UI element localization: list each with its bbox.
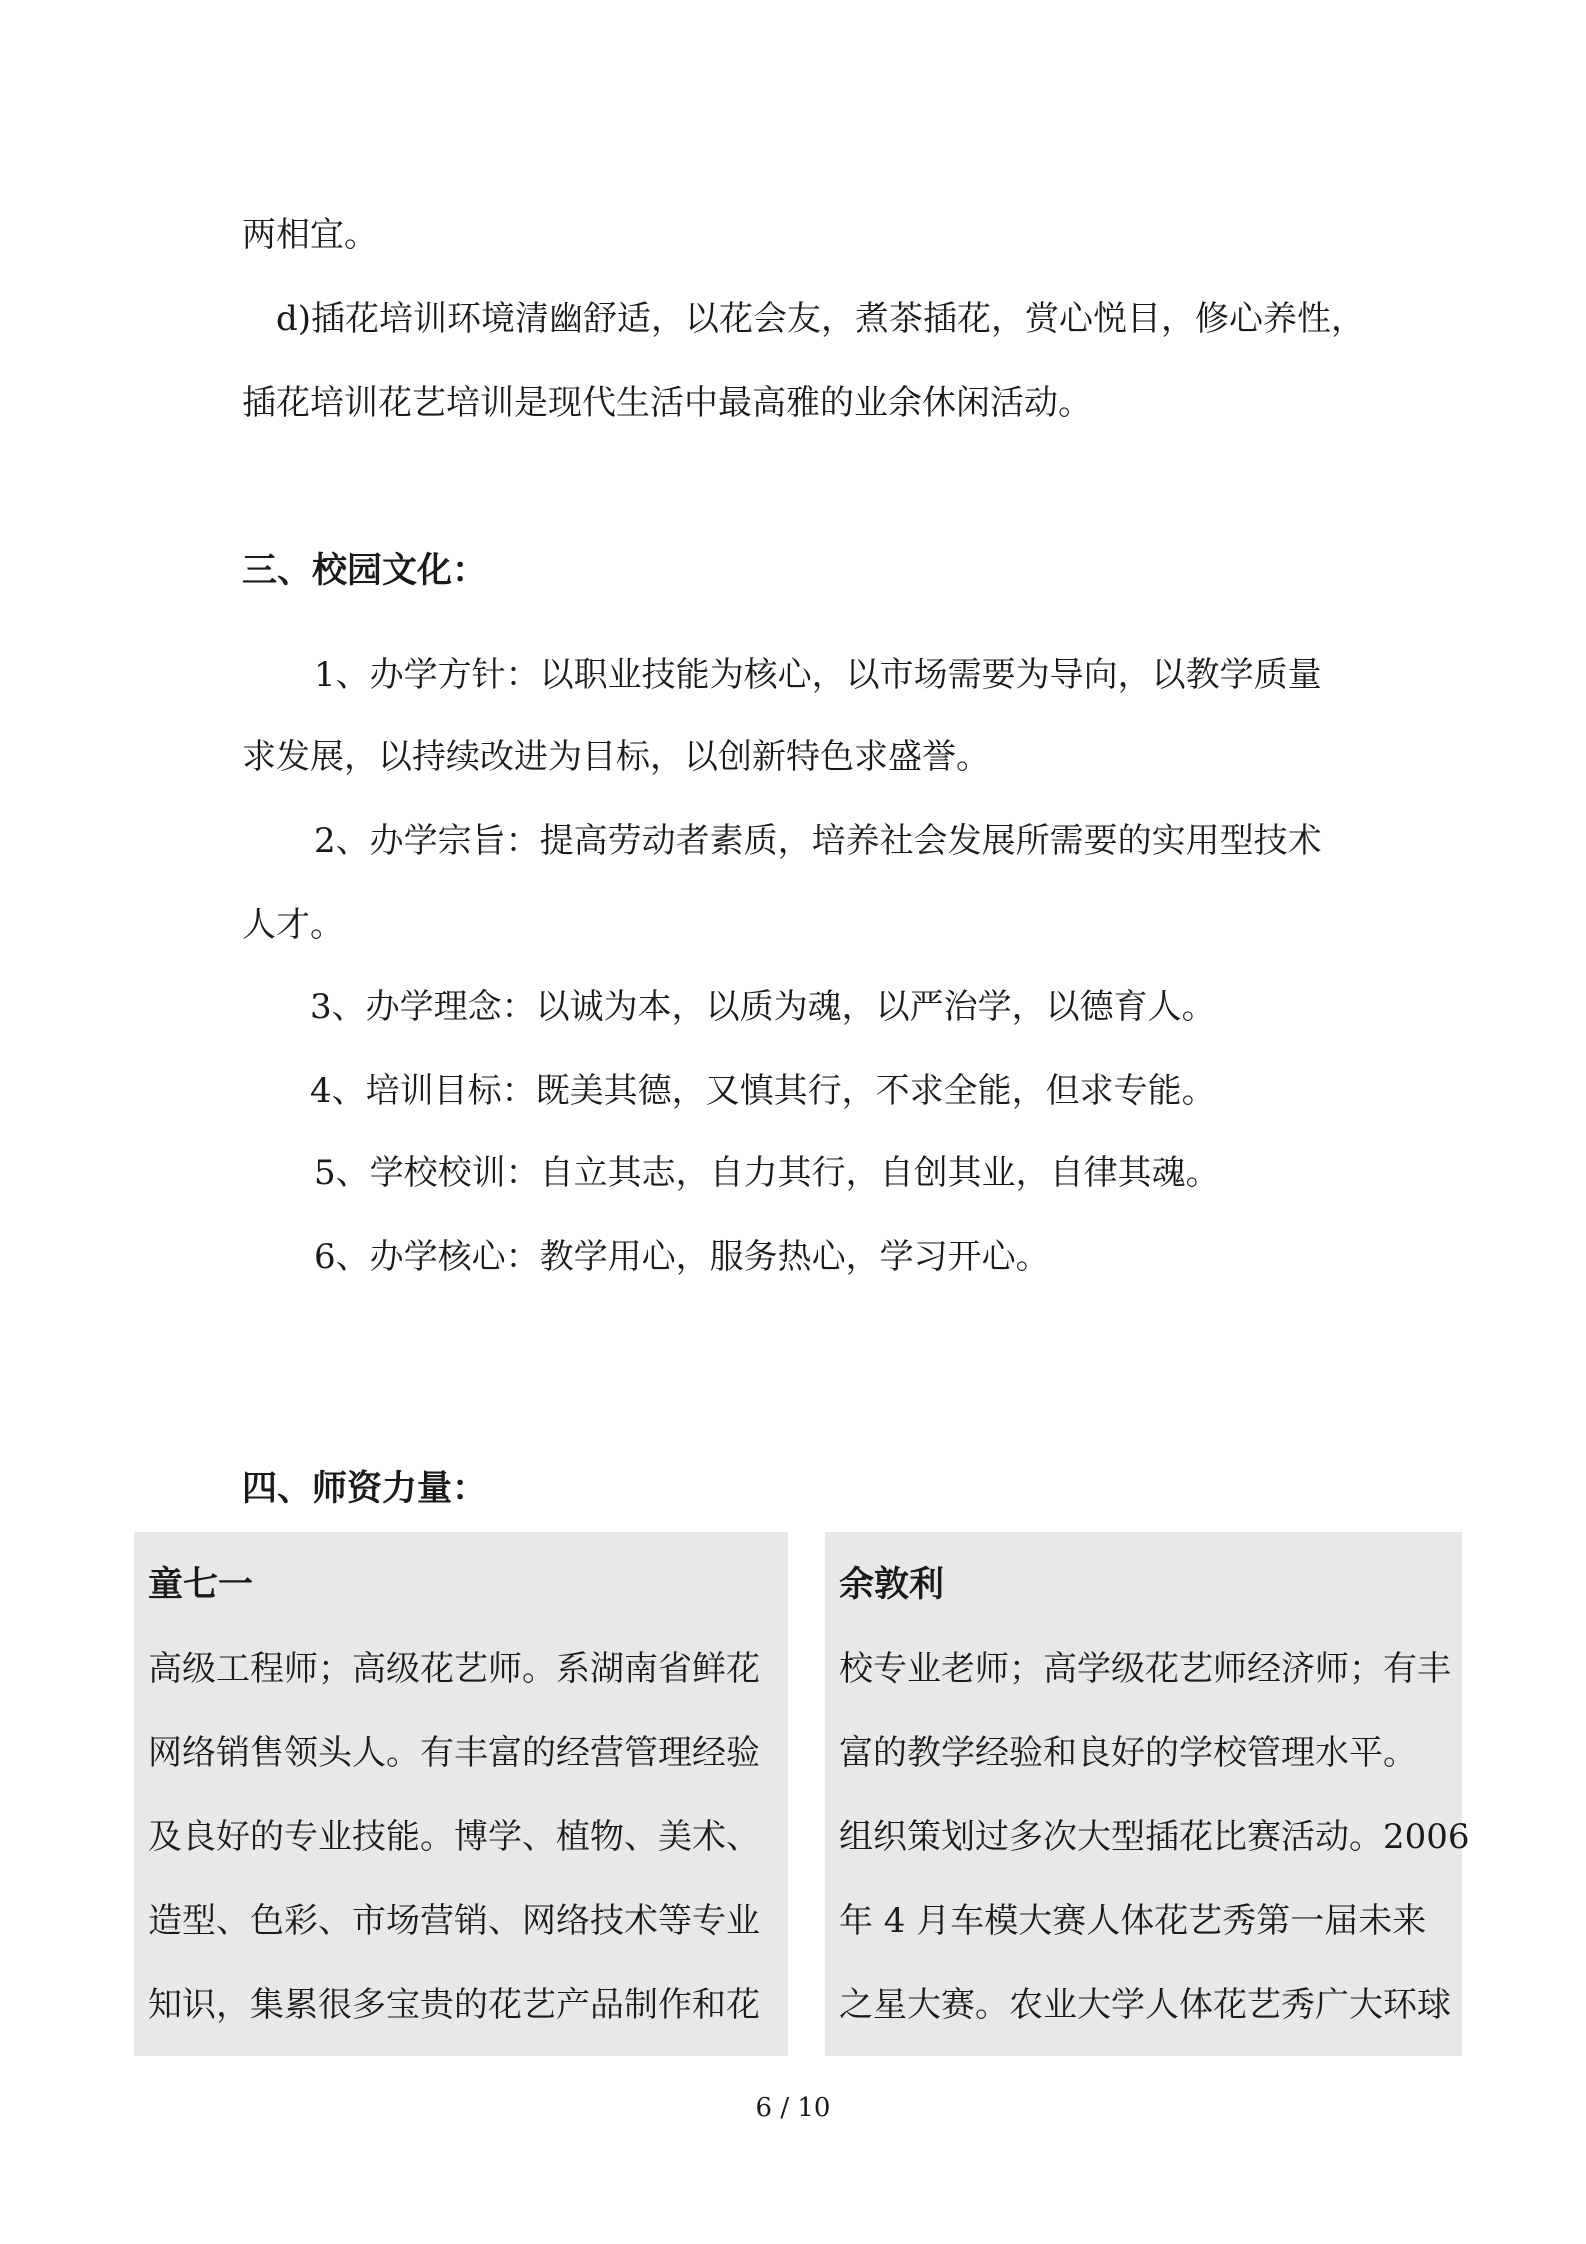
section-heading-faculty: 四、师资力量： [242, 1468, 488, 1509]
culture-item-5: 5、学校校训：自立其志，自力其行，自创其业，自律其魂。 [314, 1153, 1220, 1193]
teacher-bio-line: 校专业老师；高学级花艺师经济师；有丰 [839, 1649, 1451, 1689]
intro-line-3: 插花培训花艺培训是现代生活中最高雅的业余休闲活动。 [242, 383, 1092, 423]
teacher-bio-line: 富的教学经验和良好的学校管理水平。 [839, 1733, 1417, 1773]
section-heading-campus-culture: 三、校园文化： [242, 550, 488, 591]
intro-line-1: 两相宜。 [242, 215, 378, 255]
intro-line-2: d)插花培训环境清幽舒适，以花会友，煮茶插花，赏心悦目，修心养性， [276, 299, 1366, 339]
culture-item-3: 3、办学理念：以诚为本，以质为魂，以严治学，以德育人。 [310, 987, 1216, 1027]
culture-item-1-line-1: 1、办学方针：以职业技能为核心，以市场需要为导向，以教学质量 [314, 655, 1322, 695]
teacher-card-2 [825, 1532, 1470, 2056]
culture-item-6: 6、办学核心：教学用心，服务热心，学习开心。 [314, 1237, 1050, 1277]
page-number: 6 / 10 [755, 2093, 831, 2123]
teacher-bio-line: 之星大赛。农业大学人体花艺秀广大环球 [839, 1985, 1451, 2025]
teacher-name: 余敦利 [839, 1564, 945, 1605]
culture-item-2-line-2: 人才。 [242, 905, 344, 945]
teacher-bio-line: 组织策划过多次大型插花比赛活动。2006 [839, 1817, 1470, 1857]
culture-item-2-line-1: 2、办学宗旨：提高劳动者素质，培养社会发展所需要的实用型技术 [314, 821, 1322, 861]
teacher-bio-line: 网络销售领头人。有丰富的经营管理经验 [148, 1733, 760, 1773]
teacher-bio-line: 高级工程师；高级花艺师。系湖南省鲜花 [148, 1649, 760, 1689]
teacher-bio-line: 造型、色彩、市场营销、网络技术等专业 [148, 1901, 760, 1941]
culture-item-1-line-2: 求发展，以持续改进为目标，以创新特色求盛誉。 [242, 737, 990, 777]
teacher-card-1 [134, 1532, 788, 2056]
teacher-bio-line: 知识，集累很多宝贵的花艺产品制作和花 [148, 1985, 760, 2025]
teacher-bio-line: 及良好的专业技能。博学、植物、美术、 [148, 1817, 760, 1857]
teacher-bio-line: 年 4 月车模大赛人体花艺秀第一届未来 [839, 1901, 1427, 1941]
teacher-name: 童七一 [148, 1564, 254, 1605]
culture-item-4: 4、培训目标：既美其德，又慎其行，不求全能，但求专能。 [310, 1071, 1216, 1111]
